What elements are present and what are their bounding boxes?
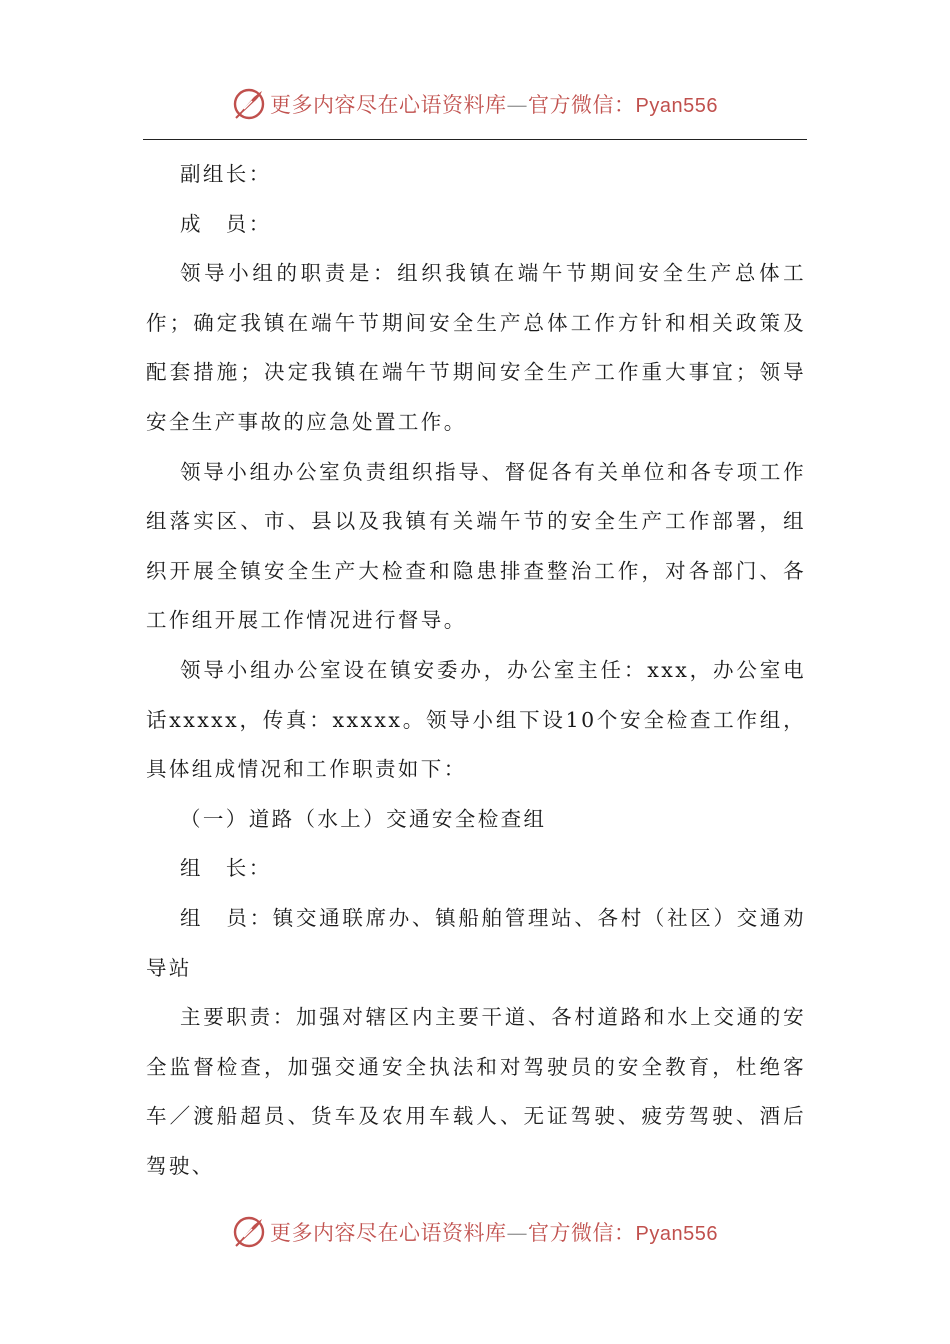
footer-banner-text <box>270 1217 718 1247</box>
paragraph-traffic-duties: 主要职责：加强对辖区内主要干道、各村道路和水上交通的安全监督检查，加强交通安全执法和对驾驶员的安全教育，杜绝客车／渡船超员、货车及农用车载人、无证驾驶、疲劳驾驶、酒后驾驶、 <box>146 1005 806 1178</box>
header-banner <box>0 82 950 126</box>
paragraph-group-duties: 领导小组的职责是：组织我镇在端午节期间安全生产总体工作；确定我镇在端午节期间安全生产总体工作方针和相关政策及配套措施；决定我镇在端午节期间安全生产工作重大事宜；领导安全生产事故的应急处置工作。 <box>146 261 806 434</box>
paragraph-office-contact: 领导小组办公室设在镇安委办，办公室主任：xxx，办公室电话xxxxx，传真：xxxxx。领导小组下设10个安全检查工作组，具体组成情况和工作职责如下： <box>146 657 806 782</box>
header-divider <box>143 139 807 140</box>
header-banner-wechat-label: 官方微信： <box>528 93 636 117</box>
document-body <box>146 150 806 1191</box>
paragraph-traffic-members: 组 员：镇交通联席办、镇船舶管理站、各村（社区）交通劝导站 <box>146 905 806 980</box>
quill-logo-icon <box>232 87 266 121</box>
quill-logo-icon <box>232 1215 266 1249</box>
footer-banner-title: 更多内容尽在心语资料库 <box>270 1221 507 1245</box>
paragraph-members: 成 员： <box>180 211 272 236</box>
paragraph-office-duties: 领导小组办公室负责组织指导、督促各有关单位和各专项工作组落实区、市、县以及我镇有关端午节的安全生产工作部署，组织开展全镇安全生产大检查和隐患排查整治工作，对各部门、各工作组开展工作情况进行督导。 <box>146 459 806 633</box>
paragraph-traffic-leader: 组 长： <box>180 856 272 881</box>
header-banner-title: 更多内容尽在心语资料库 <box>270 93 507 117</box>
paragraph-deputy-leader: 副组长： <box>180 162 272 186</box>
header-banner-text <box>270 89 718 119</box>
footer-banner-dash: — <box>506 1221 529 1245</box>
header-banner-dash: — <box>506 93 529 117</box>
header-banner-wechat-id: Pyan556 <box>635 95 718 117</box>
section-heading-traffic: （一）道路（水上）交通安全检查组 <box>180 806 547 831</box>
footer-banner <box>0 1210 950 1254</box>
footer-banner-wechat-label: 官方微信： <box>528 1221 636 1245</box>
footer-banner-wechat-id: Pyan556 <box>635 1223 718 1245</box>
